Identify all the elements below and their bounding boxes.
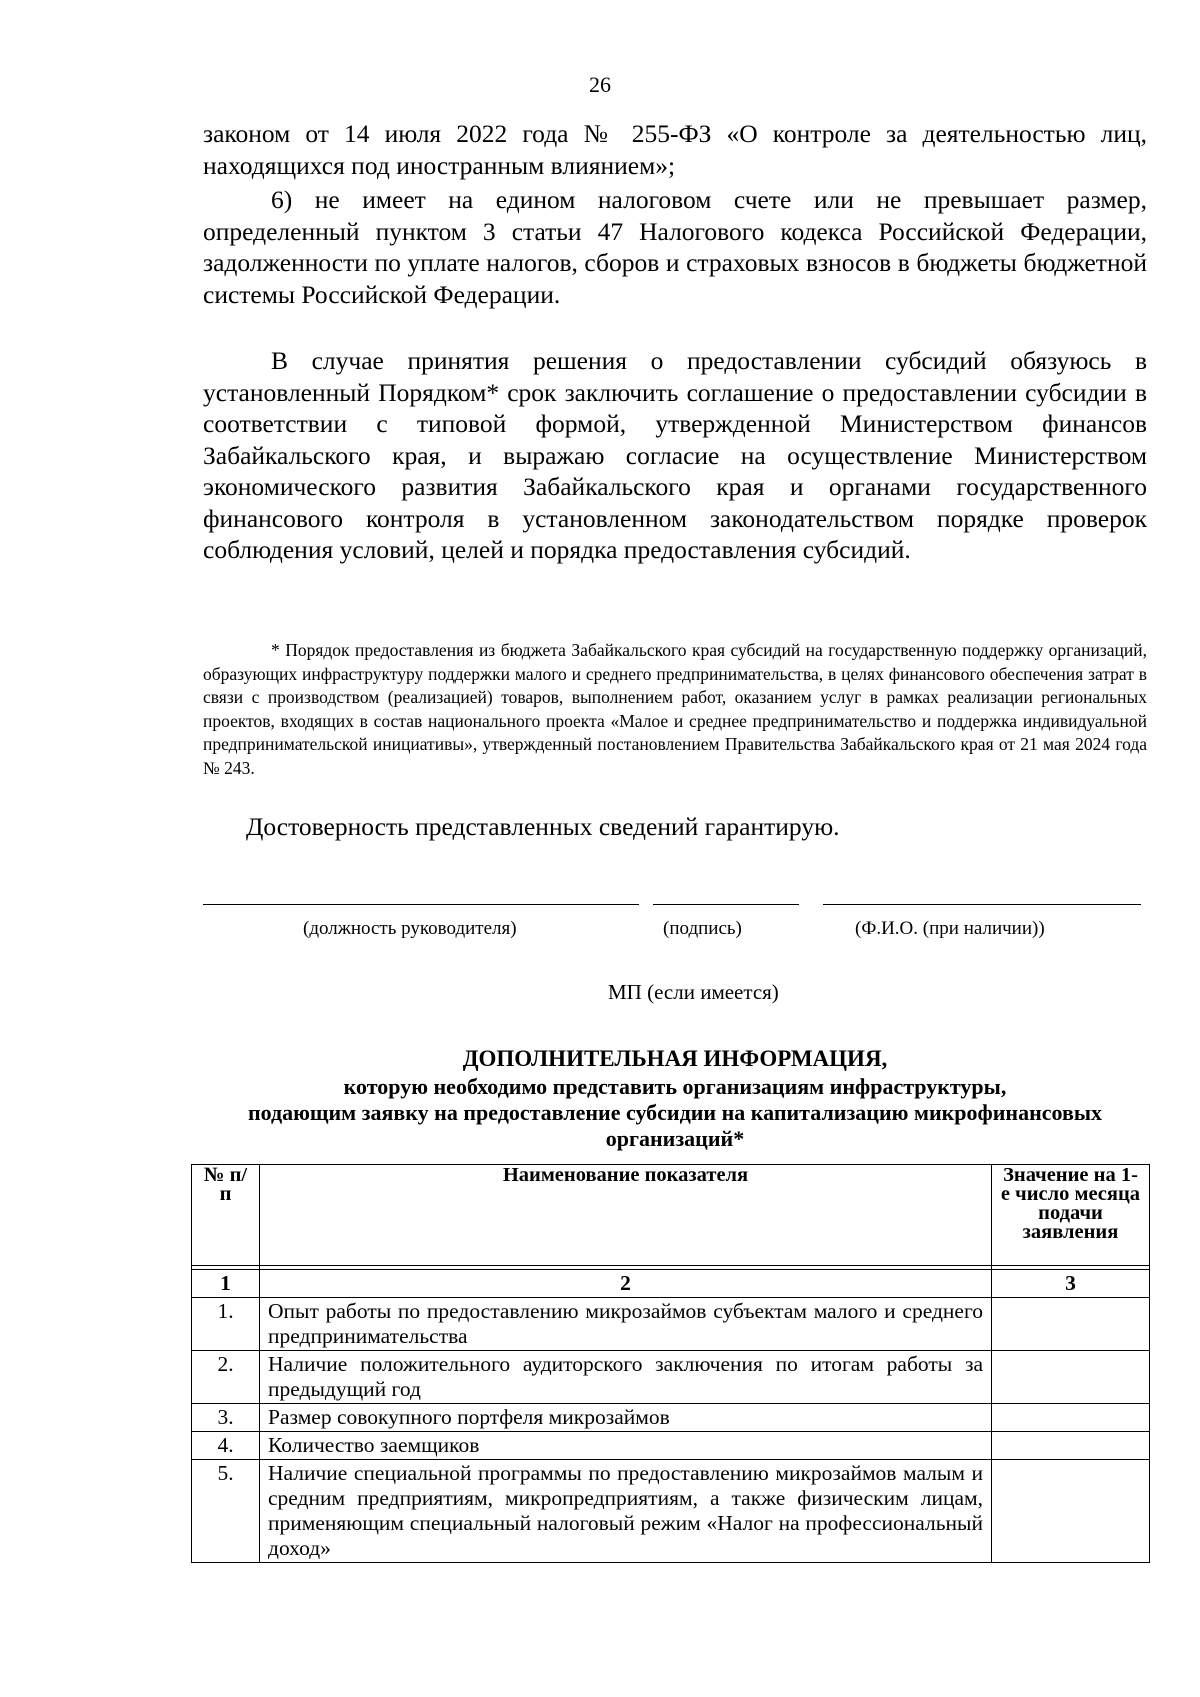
additional-info-table [191, 1164, 1150, 1563]
row-value[interactable] [992, 1432, 1150, 1460]
row-num: 4. [192, 1432, 260, 1460]
paragraph-item-6 [203, 184, 1147, 310]
row-name: Наличие положительного аудиторского заключения по итогам работы за предыдущий год [260, 1351, 992, 1404]
row-value[interactable] [992, 1351, 1150, 1404]
table-row [192, 1351, 1150, 1404]
row-num: 5. [192, 1460, 260, 1563]
header-name: Наименование показателя [260, 1165, 992, 1266]
position-label: (должность руководителя) [303, 918, 517, 939]
section-title: ДОПОЛНИТЕЛЬНАЯ ИНФОРМАЦИЯ, [462, 1046, 888, 1071]
paragraph-text: законом от 14 июля 2022 года № 255-ФЗ «О контроле за деятельностью лиц, находящихся под иностранным влиянием»; [203, 119, 1147, 180]
table-row [192, 1298, 1150, 1351]
column-index: 3 [992, 1270, 1150, 1298]
paragraph-text: В случае принятия решения о предоставлении субсидий обязуюсь в установленный Порядком* срок заключить соглашение о предоставлении субсидии в соответствии с типовой формой, утвержденной Министерством финансов Забайкальского края, и выражаю согласие на осуществление Министерством экономического развития Забайкальского края и органами государственного финансового контроля в установленном законодательством порядке проверок соблюдения условий, целей и порядка предоставления субсидий. [203, 346, 1147, 564]
row-name: Размер совокупного портфеля микрозаймов [260, 1404, 992, 1432]
section-subtitle-line1: которую необходимо представить организациям инфраструктуры, [343, 1074, 1007, 1099]
page-number: 26 [589, 72, 611, 97]
seal-label: МП (если имеется) [608, 980, 779, 1004]
row-value[interactable] [992, 1460, 1150, 1563]
row-name: Опыт работы по предоставлению микрозаймов субъектам малого и среднего предпринимательства [260, 1298, 992, 1351]
row-num: 2. [192, 1351, 260, 1404]
table-header-row [192, 1165, 1150, 1266]
row-num: 3. [192, 1404, 260, 1432]
paragraph-text: 6) не имеет на едином налоговом счете или не превышает размер, определенный пунктом 3 статьи 47 Налогового кодекса Российской Федерации, задолженности по уплате налогов, сборов и страховых взносов в бюджеты бюджетной системы Российской Федерации. [203, 185, 1147, 309]
row-name: Количество заемщиков [260, 1432, 992, 1460]
name-signature-line [823, 904, 1141, 905]
position-signature-line [203, 904, 639, 905]
header-num: № п/п [192, 1165, 260, 1266]
table-row [192, 1432, 1150, 1460]
header-value: Значение на 1-е число месяца подачи заявления [992, 1165, 1150, 1266]
table-index-row [192, 1270, 1150, 1298]
section-subtitle-line2: подающим заявку на предоставление субсидии на капитализацию микрофинансовых организаций* [247, 1100, 1103, 1151]
paragraph-continuation [203, 118, 1147, 181]
row-value[interactable] [992, 1404, 1150, 1432]
table-row [192, 1460, 1150, 1563]
column-index: 2 [260, 1270, 992, 1298]
signature-label: (подпись) [663, 918, 742, 939]
paragraph-commitment [203, 345, 1147, 566]
footnote: * Порядок предоставления из бюджета Забайкальского края субсидий на государственную поддержку организаций, образующих инфраструктуру поддержки малого и среднего предпринимательства, в целях финансового обеспечения затрат в связи с производством (реализацией) товаров, выполнением работ, оказанием услуг в рамках реализации региональных проектов, входящих в состав национального проекта «Малое и среднее предпринимательство и поддержка индивидуальной предпринимательской инициативы», утвержденный постановлением Правительства Забайкальского края от 21 мая 2024 года № 243. [203, 640, 1147, 778]
row-num: 1. [192, 1298, 260, 1351]
guarantee-statement: Достоверность представленных сведений гарантирую. [246, 812, 840, 841]
section-heading [203, 1046, 1147, 1152]
signature-line [653, 904, 799, 905]
row-name: Наличие специальной программы по предоставлению микрозаймов малым и средним предприятиям, микропредприятиям, а также физическим лицам, применяющим специальный налоговый режим «Налог на профессиональный доход» [260, 1460, 992, 1563]
table-row [192, 1404, 1150, 1432]
row-value[interactable] [992, 1298, 1150, 1351]
column-index: 1 [192, 1270, 260, 1298]
name-label: (Ф.И.О. (при наличии)) [855, 918, 1045, 939]
